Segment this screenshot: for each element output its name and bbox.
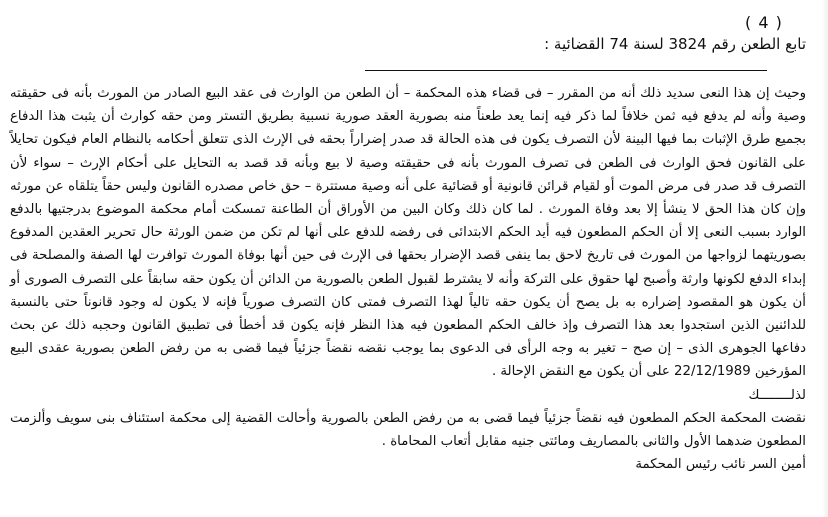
document-body	[10, 82, 806, 476]
page-edge-shadow	[822, 0, 828, 517]
therefore-heading: لذلــــــــك	[748, 387, 806, 403]
header-underline	[365, 70, 767, 71]
case-header: تابع الطعن رقم 3824 لسنة 74 القضائية :	[544, 35, 806, 53]
signature-line: أمين السر نائب رئيس المحكمة	[635, 457, 806, 473]
reasoning-paragraph: وحيث إن هذا النعى سديد ذلك أنه من المقرر – فى قضاء هذه المحكمة – أن الطعن من الوارث فى عقد البيع الصادر من المورث بأنه فى حقيقته وصية وأنه لم يدفع فيه ثمن خلافاً لما ذكر فيه إنما يعد طعناً منه بصورية العقد صورية نسبية بطريق التستر ومن حقه كوارث أن يثبت هذا الدفاع بجميع طرق الإثبات بما فيها البينة لأن التصرف يكون فى هذه الحالة قد صدر إضراراً بحقه فى الإرث الذى تتعلق أحكامه بالنظام العام فيكون تحايلاً على القانون فحق الوارث فى الطعن فى تصرف المورث بأنه فى حقيقته وصية لا بيع وبأنه قد قصد به التحايل على أحكام الإرث – سواء لأن التصرف قد صدر فى مرض الموت أو لقيام قرائن قانونية أو قضائية على أنه وصية مستترة – حق خاص مصدره القانون وليس حقاً يتلقاه عن مورثه وإن كان هذا الحق لا ينشأ إلا بعد وفاة المورث . لما كان ذلك وكان البين من الأوراق أن الطاعنة تمسكت أمام محكمة الموضوع بدرجتيها بالدفع الوارد بسبب النعى إلا أن الحكم المطعون فيه أيد الحكم الابتدائى فى رفضه للدفع على أنها لم تكن من ضمن الورثة حال تحرير العقدين المدفوع بصوريتهما لزواجها من المورث فى تاريخ لاحق بما ينفى قصد الإضرار بحقها فى الإرث فى حين أنها بوفاة المورث توافرت لها الصفة والمصلحة فى إبداء الدفع لكونها وارثة وأصبح لها حقوق على التركة وأنه لا يشترط لقبول الطعن بالصورية من الدائن أن يكون حقه سابقاً على التصرف الصورى أو أن يكون هو المقصود إضراره به بل يصح أن يكون حقه تالياً لهذا التصرف فمتى كان التصرف صورياً فإنه لا يكون له وجود قانوناً حتى بالنسبة للدائنين الذين استجدوا بعد هذا التصرف وإذ خالف الحكم المطعون فيه هذا النظر فإنه يكون قد أخطأ فى تطبيق القانون وحجبه ذلك عن بحث دفاعها الجوهرى الذى – إن صح – تغير به وجه الرأى فى الدعوى بما يوجب نقضه نقضاً جزئياً فيما قضى به من رفض الطعن بصورية عقدى البيع المؤرخين 22/12/1989 على أن يكون مع النقض الإحالة .	[10, 86, 806, 380]
ruling-paragraph: نقضت المحكمة الحكم المطعون فيه نقضاً جزئياً فيما قضى به من رفض الطعن بالصورية وأحالت القضية إلى محكمة استئناف بنى سويف وألزمت المطعون ضدهما الأول والثانى بالمصاريف ومائتى جنيه مقابل أتعاب المحاماة .	[10, 410, 806, 450]
page-number: ( 4 )	[745, 13, 783, 32]
